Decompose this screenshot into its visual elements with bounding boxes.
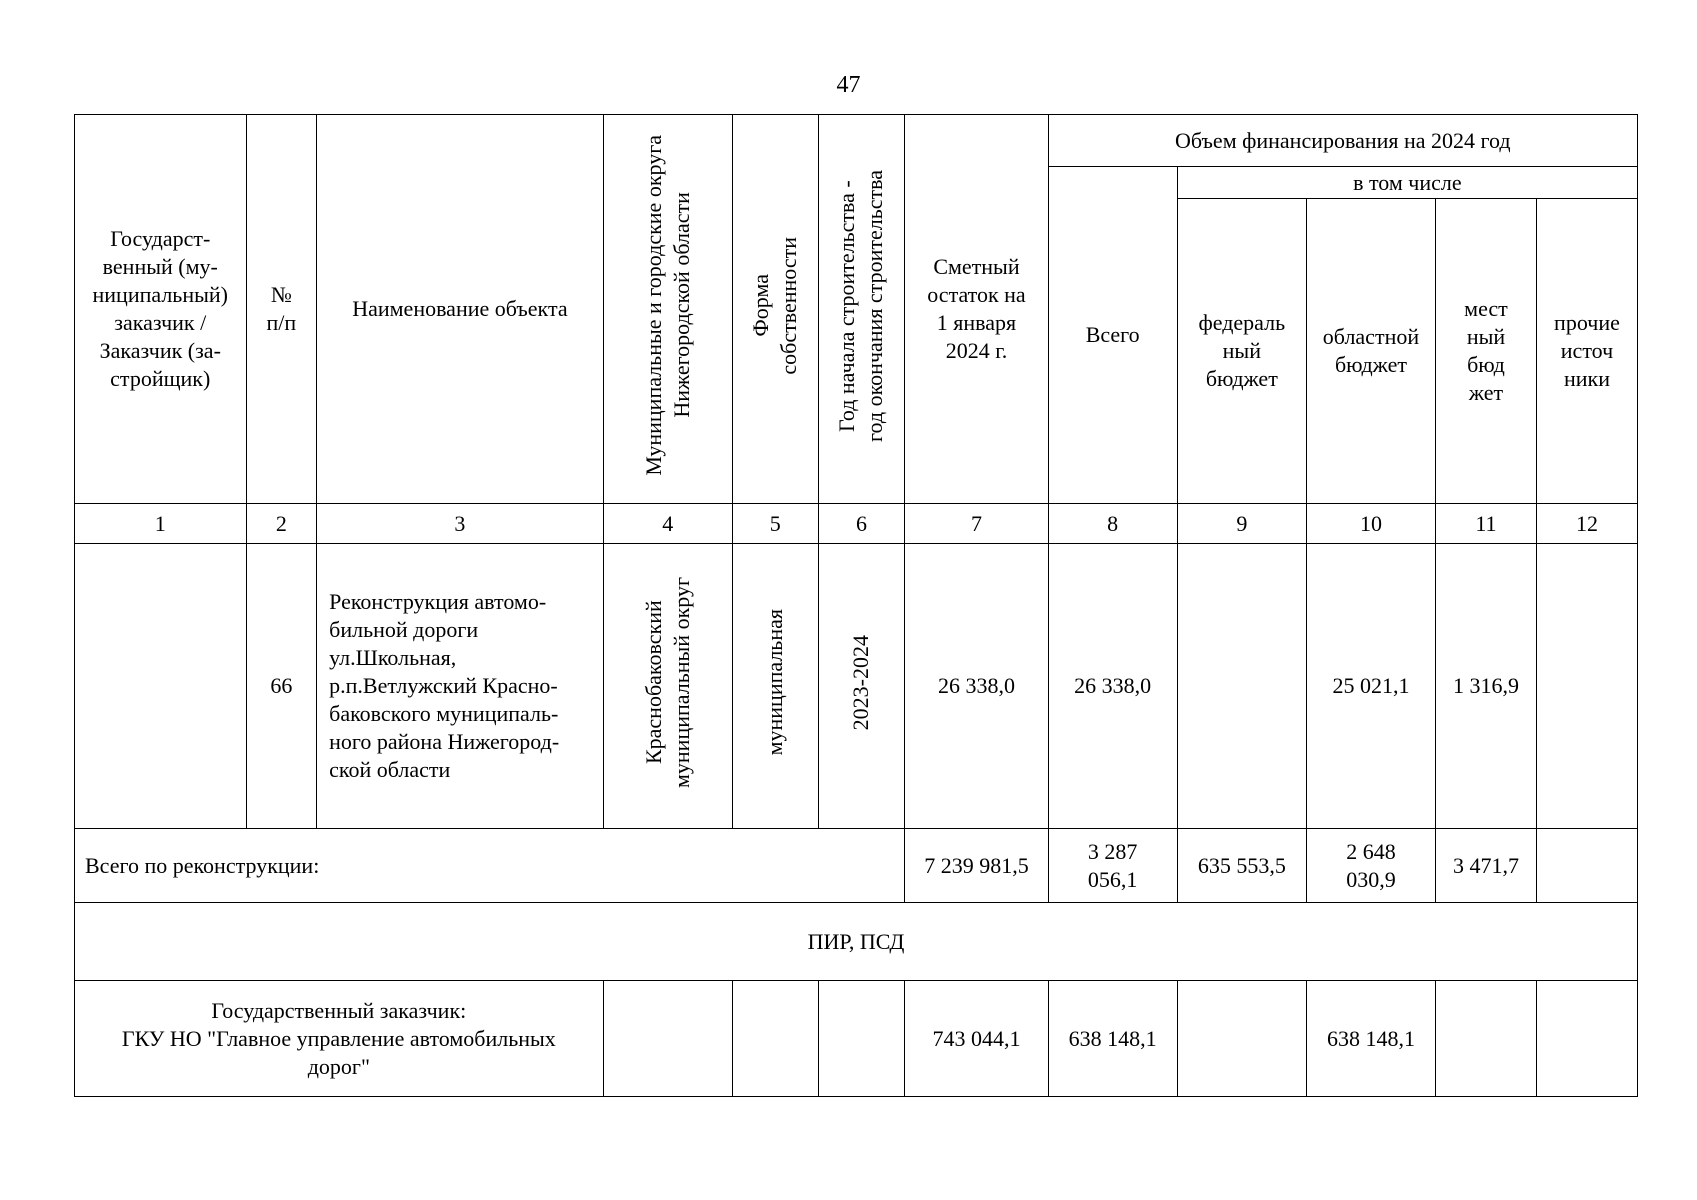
- header-funding-group: Объем финансирования на 2024 год: [1048, 115, 1637, 167]
- row-object-name: [317, 544, 604, 829]
- total-total: 3 287 056,1: [1048, 829, 1177, 903]
- header-other: прочие источ ники: [1536, 199, 1637, 504]
- header-total: Всего: [1048, 167, 1177, 504]
- customer-label: Государственный заказчик: ГКУ НО "Главное управление автомобильных дорог": [75, 981, 604, 1097]
- financing-table: [74, 114, 1638, 1097]
- row-customer: [75, 544, 247, 829]
- header-row-1: [75, 115, 1638, 167]
- header-federal: федераль ный бюджет: [1177, 199, 1306, 504]
- section-title: ПИР, ПСД: [75, 903, 1638, 981]
- header-object-name: Наименование объекта: [317, 115, 604, 504]
- row-other: [1536, 544, 1637, 829]
- row-district: [603, 544, 732, 829]
- header-years: [818, 115, 905, 504]
- colnum-11: 11: [1436, 504, 1537, 544]
- row-regional: 25 021,1: [1306, 544, 1435, 829]
- colnum-12: 12: [1536, 504, 1637, 544]
- column-numbers-row: [75, 504, 1638, 544]
- header-including-group: в том числе: [1177, 167, 1637, 199]
- total-estimated-balance: 7 239 981,5: [905, 829, 1048, 903]
- customer-ownership: [732, 981, 818, 1097]
- colnum-4: 4: [603, 504, 732, 544]
- header-local: мест ный бюд жет: [1436, 199, 1537, 504]
- header-years-text: Год начала строительства - год окончания строительства: [834, 169, 888, 442]
- header-district-text: Муниципальные и городские округа Нижегородской области: [640, 135, 694, 476]
- header-number: № п/п: [246, 115, 317, 504]
- colnum-8: 8: [1048, 504, 1177, 544]
- row-years-text: 2023-2024: [848, 634, 874, 731]
- row-local: 1 316,9: [1436, 544, 1537, 829]
- colnum-6: 6: [818, 504, 905, 544]
- colnum-3: 3: [317, 504, 604, 544]
- row-federal: [1177, 544, 1306, 829]
- header-ownership: [732, 115, 818, 504]
- section-row: [75, 903, 1638, 981]
- customer-estimated-balance: 743 044,1: [905, 981, 1048, 1097]
- table-row: [75, 544, 1638, 829]
- colnum-5: 5: [732, 504, 818, 544]
- total-regional: 2 648 030,9: [1306, 829, 1435, 903]
- row-object-name-text: Реконструкция автомо- бильной дороги ул.Школьная, р.п.Ветлужский Красно- баковского муниципаль- ного района Нижегород- ской области: [329, 589, 560, 782]
- header-ownership-text: Форма собственности: [748, 236, 802, 375]
- total-local: 3 471,7: [1436, 829, 1537, 903]
- row-years: [818, 544, 905, 829]
- row-estimated-balance: 26 338,0: [905, 544, 1048, 829]
- colnum-1: 1: [75, 504, 247, 544]
- colnum-2: 2: [246, 504, 317, 544]
- total-other: [1536, 829, 1637, 903]
- row-total: 26 338,0: [1048, 544, 1177, 829]
- colnum-10: 10: [1306, 504, 1435, 544]
- customer-local: [1436, 981, 1537, 1097]
- total-label: Всего по реконструкции:: [75, 829, 905, 903]
- total-federal: 635 553,5: [1177, 829, 1306, 903]
- customer-district: [603, 981, 732, 1097]
- row-district-text: Краснобаковский муниципальный округ: [640, 576, 694, 788]
- customer-other: [1536, 981, 1637, 1097]
- header-estimated-balance: Сметный остаток на 1 января 2024 г.: [905, 115, 1048, 504]
- header-district: [603, 115, 732, 504]
- header-regional: областной бюджет: [1306, 199, 1435, 504]
- customer-regional: 638 148,1: [1306, 981, 1435, 1097]
- row-number: 66: [246, 544, 317, 829]
- row-ownership-text: муниципальная: [762, 609, 788, 756]
- row-ownership: [732, 544, 818, 829]
- colnum-7: 7: [905, 504, 1048, 544]
- customer-years: [818, 981, 905, 1097]
- page-number: 47: [836, 72, 861, 98]
- customer-row: [75, 981, 1638, 1097]
- customer-federal: [1177, 981, 1306, 1097]
- customer-total: 638 148,1: [1048, 981, 1177, 1097]
- colnum-9: 9: [1177, 504, 1306, 544]
- total-row: [75, 829, 1638, 903]
- header-customer: Государст- венный (му- ниципальный) заказчик / Заказчик (за- стройщик): [75, 115, 247, 504]
